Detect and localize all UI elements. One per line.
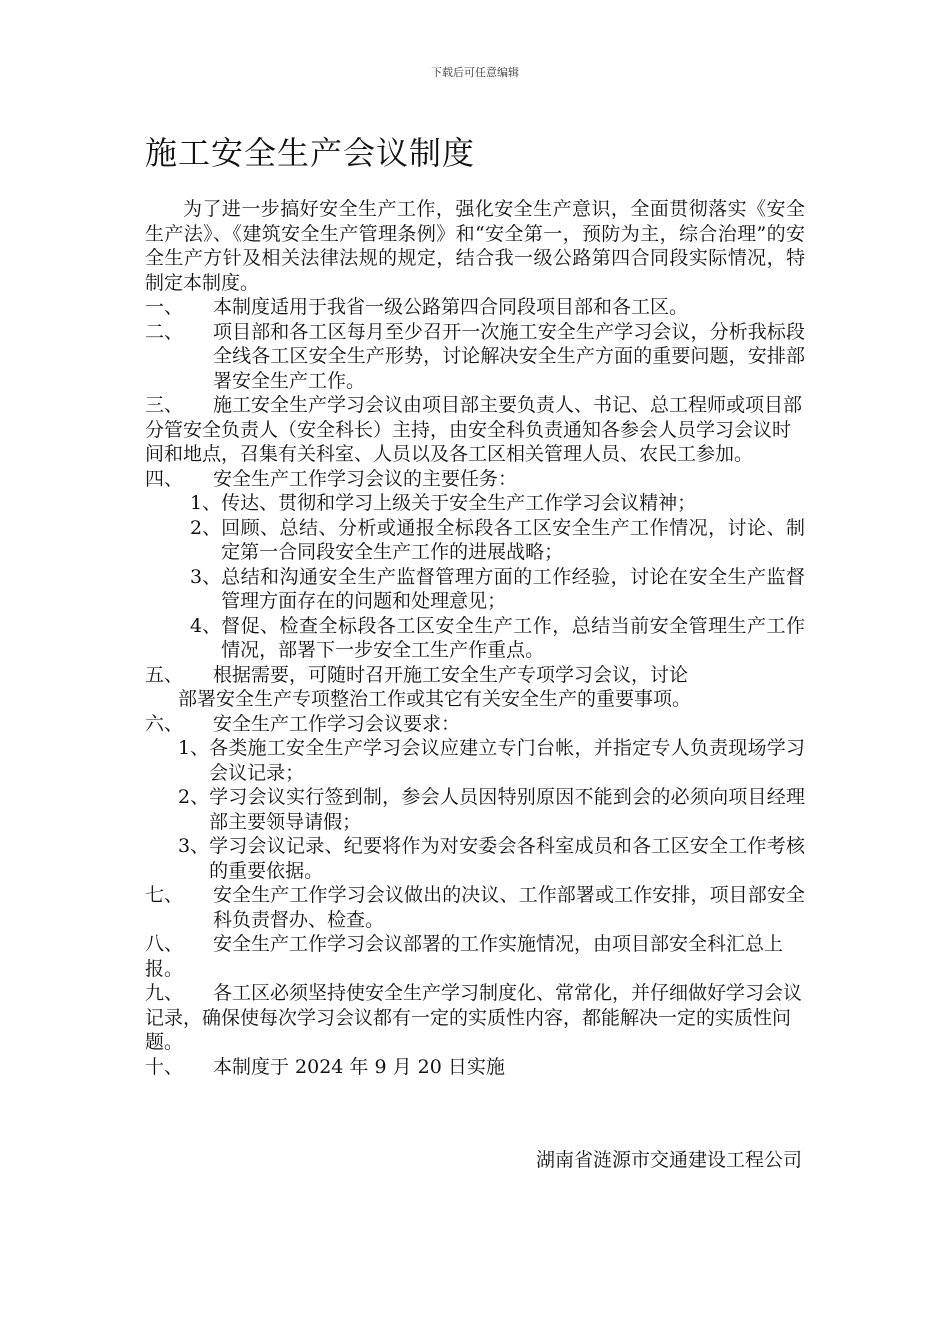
subclause-4-4: [145, 614, 805, 663]
subclause-number: 2、: [190, 516, 222, 539]
subclause-number: 2、: [178, 786, 210, 808]
subclause-6-3: [145, 834, 805, 883]
subclause-4-3: [145, 565, 805, 614]
clause-number: 十、: [145, 1055, 184, 1078]
clause-number: 二、: [145, 320, 184, 343]
document-title: 施工安全生产会议制度: [145, 134, 476, 172]
subclause-number: 1、: [178, 737, 210, 759]
signature-company: 湖南省涟源市交通建设工程公司: [535, 1149, 802, 1171]
clause-text: 安全生产工作学习会议要求：: [213, 712, 461, 735]
subclause-number: 1、: [190, 492, 222, 514]
subclause-4-1: [145, 491, 805, 516]
clause-number: 七、: [145, 884, 184, 906]
clause-number: 八、: [145, 933, 184, 955]
subclause-number: 4、: [190, 614, 222, 637]
subclause-text: 各类施工安全生产学习会议应建立专门台帐，并指定专人负责现场学习会议记录；: [209, 737, 805, 784]
intro-paragraph: 为了进一步搞好安全生产工作，强化安全生产意识，全面贯彻落实《安全生产法》、《建筑安全生产管理条例》和“安全第一，预防为主，综合治理”的安全生产方针及相关法律法规的规定，结合我一级公路第四合同段实际情况，特制定本制度。: [145, 198, 805, 294]
clause-5: [145, 663, 805, 688]
clause-8: [145, 932, 805, 981]
clause-4: [145, 467, 805, 492]
subclause-number: 3、: [178, 835, 210, 857]
clause-text: 本制度于 2024 年 9 月 20 日实施: [213, 1055, 505, 1078]
subclause-text: 督促、检查全标段各工区安全生产工作，总结当前安全管理生产工作情况，部署下一步安全工生产作重点。: [221, 614, 805, 661]
clause-number: 六、: [145, 712, 184, 735]
clause-3: [145, 393, 805, 467]
clause-10: [145, 1055, 805, 1080]
clause-number: 四、: [145, 467, 184, 490]
clause-number: 一、: [145, 296, 184, 318]
clause-7: [145, 883, 805, 932]
clause-text: 本制度适用于我省一级公路第四合同段项目部和各工区。: [213, 296, 689, 318]
subclause-4-2: [145, 516, 805, 565]
subclause-text: 传达、贯彻和学习上级关于安全生产工作学习会议精神；: [221, 492, 697, 514]
clause-5-continuation: 部署安全生产专项整治工作或其它有关安全生产的重要事项。: [178, 688, 692, 710]
subclause-text: 学习会议实行签到制，参会人员因特别原因不能到会的必须向项目经理部主要领导请假；: [209, 786, 805, 833]
watermark-text: 下载后可任意编辑: [431, 66, 519, 79]
clause-text: 安全生产工作学习会议做出的决议、工作部署或工作安排，项目部安全科负责督办、检查。: [213, 884, 805, 931]
subclause-text: 总结和沟通安全生产监督管理方面的工作经验，讨论在安全生产监督管理方面存在的问题和处理意见；: [221, 565, 805, 612]
subclause-number: 3、: [190, 565, 222, 588]
clause-number: 五、: [145, 663, 184, 686]
clause-text: 各工区必须坚持使安全生产学习制度化、常常化，并仔细做好学习会议记录，确保使每次学习会议都有一定的实质性内容，都能解决一定的实质性问题。: [145, 982, 803, 1053]
clause-text: 施工安全生产学习会议由项目部主要负责人、书记、总工程师或项目部分管安全负责人（安全科长）主持，由安全科负责通知各参会人员学习会议时间和地点，召集有关科室、人员以及各工区相关管理人员、农民工参加。: [145, 394, 803, 465]
subclause-text: 学习会议记录、纪要将作为对安委会各科室成员和各工区安全工作考核的重要依据。: [209, 835, 805, 882]
subclause-6-2: [145, 785, 805, 834]
clause-6: [145, 712, 805, 737]
clause-text: 根据需要，可随时召开施工安全生产专项学习会议，讨论: [213, 663, 689, 686]
subclause-6-1: [145, 736, 805, 785]
clause-1: [145, 295, 805, 320]
document-body: [145, 197, 805, 1079]
clause-text: 安全生产工作学习会议部署的工作实施情况，由项目部安全科汇总上报。: [145, 933, 784, 980]
clause-number: 三、: [145, 394, 184, 416]
clause-number: 九、: [145, 982, 184, 1004]
subclause-text: 回顾、总结、分析或通报全标段各工区安全生产工作情况，讨论、制定第一合同段安全生产工作的进展战略；: [221, 516, 805, 563]
clause-text: 项目部和各工区每月至少召开一次施工安全生产学习会议，分析我标段全线各工区安全生产形势，讨论解决安全生产方面的重要问题，安排部署安全生产工作。: [213, 320, 805, 392]
clause-2: [145, 320, 805, 394]
clause-text: 安全生产工作学习会议的主要任务：: [213, 467, 518, 490]
clause-9: [145, 981, 805, 1055]
